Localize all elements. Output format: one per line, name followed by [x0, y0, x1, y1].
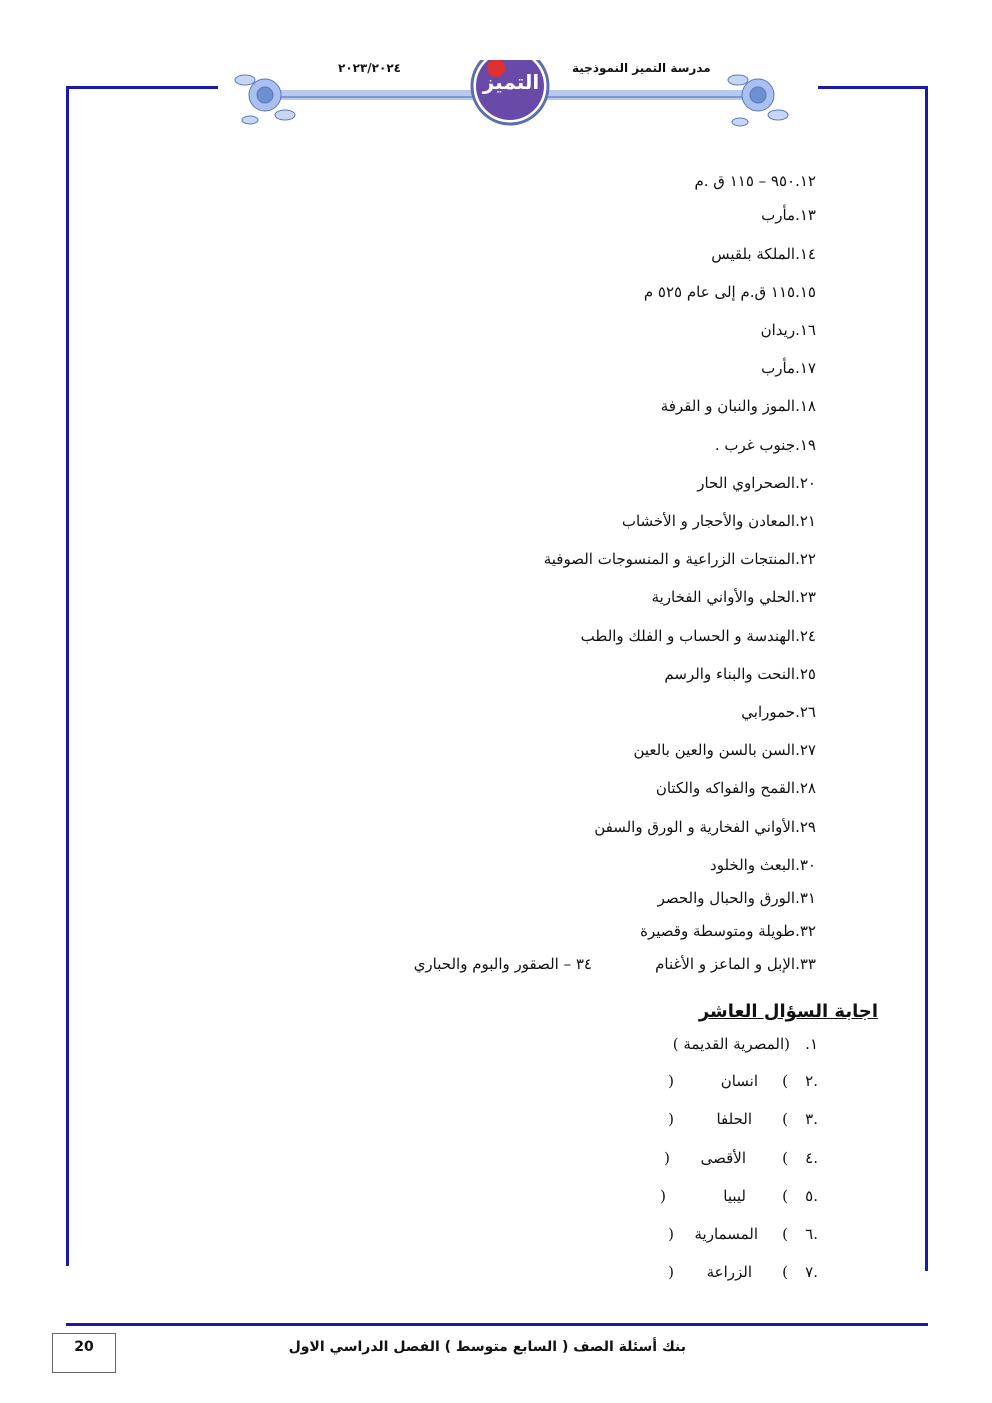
frame-left [66, 86, 69, 1266]
close-paren: ) [668, 1110, 674, 1128]
footer-rule [66, 1323, 928, 1326]
close-paren: ) [668, 1225, 674, 1243]
frame-top-right [818, 86, 928, 89]
answer-row [600, 1072, 830, 1096]
answer-text: (المصرية القديمة ) [672, 1035, 790, 1053]
answer-row [600, 1149, 830, 1173]
close-paren: ) [664, 1149, 670, 1167]
answer-text: الزراعة [706, 1263, 752, 1281]
list-item: ٣١.الورق والحبال والحصر [657, 889, 816, 907]
list-item: ٢٧.السن بالسن والعين بالعين [633, 741, 816, 759]
close-paren: ) [668, 1072, 674, 1090]
list-item: ١٥.١١٥ ق.م إلى عام ٥٢٥ م [643, 283, 816, 301]
answer-text: المسمارية [694, 1225, 758, 1243]
open-paren: ( [782, 1072, 788, 1090]
list-item-34: ٣٤ – الصقور والبوم والحباري [413, 955, 592, 973]
list-item: ٣٢.طويلة ومتوسطة وقصيرة [640, 922, 816, 940]
list-item: ١٣.مأرب [761, 206, 816, 224]
list-item: ٢٣.الحلي والأواني الفخارية [651, 588, 816, 606]
frame-right [925, 86, 928, 1271]
list-item: ١٦.ريدان [760, 321, 816, 339]
answer-text: ليبيا [723, 1187, 746, 1205]
list-item: ٣٠.البعث والخلود [710, 856, 816, 874]
list-item: ٢٨.القمح والفواكه والكتان [655, 779, 816, 797]
answer-num: ٧. [805, 1263, 818, 1281]
open-paren: ( [782, 1225, 788, 1243]
answer-row [600, 1187, 830, 1211]
list-item: ١٧.مأرب [761, 359, 816, 377]
list-item: ٢٤.الهندسة و الحساب و الفلك والطب [580, 627, 816, 645]
answer-row [600, 1263, 830, 1287]
list-item: ٢٩.الأواني الفخارية و الورق والسفن [594, 818, 816, 836]
answer-text: الحلفا [716, 1110, 752, 1128]
answer-text: انسان [720, 1072, 758, 1090]
list-item: ٣٣.الإبل و الماعز و الأغنام [655, 955, 816, 973]
list-item: ١٨.الموز والنبان و القرفة [660, 397, 816, 415]
flower-right-icon [728, 75, 788, 126]
answer-num: ٣. [805, 1110, 818, 1128]
answer-num: ٤. [805, 1149, 818, 1167]
footer-title: بنك أسئلة الصف ( السابع متوسط ) الفصل الدراسي الاول [288, 1339, 686, 1355]
list-item: ١٩.جنوب غرب . [714, 436, 816, 454]
answer-row [600, 1225, 830, 1249]
list-item: ٢٢.المنتجات الزراعية و المنسوجات الصوفية [543, 550, 816, 568]
open-paren: ( [782, 1149, 788, 1167]
close-paren: ) [660, 1187, 666, 1205]
open-paren: ( [782, 1263, 788, 1281]
open-paren: ( [782, 1110, 788, 1128]
school-year: ٢٠٢٣/٢٠٢٤ [338, 61, 401, 75]
answer-num: ١. [805, 1035, 818, 1053]
answer-num: ٥. [805, 1187, 818, 1205]
section-title: اجابة السؤال العاشر [698, 1001, 878, 1022]
list-item: ٢٦.حمورابي [741, 703, 816, 721]
school-name: مدرسة التميز النموذجية [572, 61, 711, 75]
list-item: ٢١.المعادن والأحجار و الأخشاب [621, 512, 816, 530]
answer-text: الأقصى [700, 1149, 746, 1167]
logo-text: التميز [482, 70, 540, 94]
open-paren: ( [782, 1187, 788, 1205]
frame-top-left [66, 86, 218, 89]
answer-row [600, 1110, 830, 1134]
page-number: 20 [52, 1333, 116, 1373]
list-item: ٢٥.النحت والبناء والرسم [664, 665, 816, 683]
list-item: ١٢.٩٥٠ – ١١٥ ق .م [694, 172, 816, 190]
answer-num: ٦. [805, 1225, 818, 1243]
close-paren: ) [668, 1263, 674, 1281]
answer-row [600, 1035, 830, 1059]
list-item: ١٤.الملكة بلقيس [711, 245, 816, 263]
list-item: ٢٠.الصحراوي الحار [697, 474, 816, 492]
answer-num: ٢. [805, 1072, 818, 1090]
